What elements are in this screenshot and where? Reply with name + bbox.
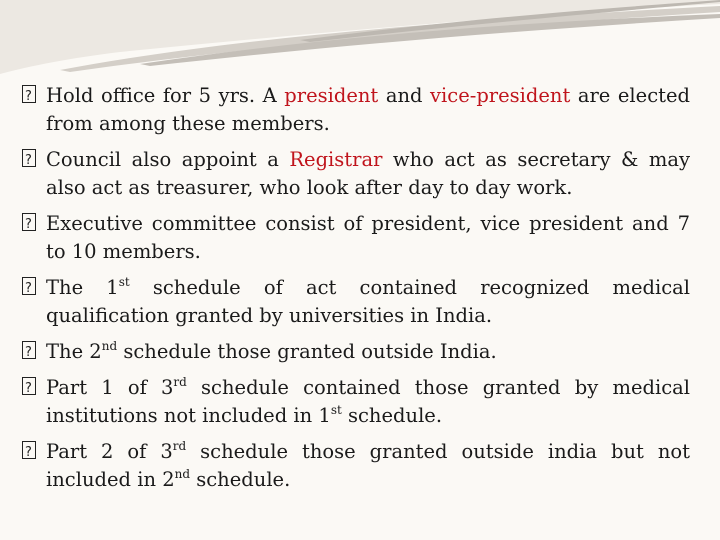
ordinal-suffix: st [118, 275, 130, 289]
bullet-text: Part 1 of 3 [46, 376, 174, 399]
bullet-item [22, 82, 690, 138]
missing-glyph-bullet-icon [22, 441, 36, 459]
missing-glyph-bullet-icon [22, 277, 36, 295]
header-swoosh-decoration [0, 0, 720, 80]
bullet-text: are elected from among these members. [46, 84, 690, 135]
bullet-text: and [378, 84, 431, 107]
bullet-text: The 2 [46, 340, 102, 363]
bullet-text: schedule those granted outside India. [117, 340, 497, 363]
bullet-item [22, 274, 690, 330]
bullet-text: schedule contained those granted by medical institutions not included in 1 [46, 376, 690, 427]
bullet-text: who act as secretary & may also act as treasurer, who look after day to day work. [46, 148, 690, 199]
missing-glyph-bullet-icon [22, 85, 36, 103]
ordinal-suffix: st [330, 403, 342, 417]
bullet-text: Council also appoint a [46, 148, 290, 171]
bullet-text: Part 2 of 3 [46, 440, 173, 463]
missing-glyph-bullet-icon [22, 341, 36, 359]
bullet-item [22, 210, 690, 266]
missing-glyph-bullet-icon [22, 377, 36, 395]
highlighted-term: vice-president [430, 84, 571, 107]
missing-glyph-bullet-icon [22, 149, 36, 167]
missing-glyph-bullet-icon [22, 213, 36, 231]
bullet-text: Hold office for 5 yrs. A [46, 84, 285, 107]
ordinal-suffix: rd [173, 375, 187, 389]
bullet-item [22, 438, 690, 494]
highlighted-term: president [284, 84, 379, 107]
bullet-text: schedule those granted outside india but not included in 2 [46, 440, 690, 491]
bullet-text: schedule. [341, 404, 443, 427]
ordinal-suffix: nd [174, 467, 191, 481]
highlighted-term: Registrar [289, 148, 383, 171]
ordinal-suffix: rd [172, 439, 187, 453]
bullet-text: Executive committee consist of president, vice president and 7 to 10 members. [46, 212, 690, 263]
bullet-text: schedule of act contained recognized medical qualification granted by universities in India. [46, 276, 690, 327]
bullet-item [22, 374, 690, 430]
ordinal-suffix: nd [101, 339, 118, 353]
bullet-text: The 1 [46, 276, 119, 299]
bullet-text: schedule. [190, 468, 291, 491]
bullet-item [22, 146, 690, 202]
bullet-list [22, 82, 690, 502]
bullet-item [22, 338, 690, 366]
